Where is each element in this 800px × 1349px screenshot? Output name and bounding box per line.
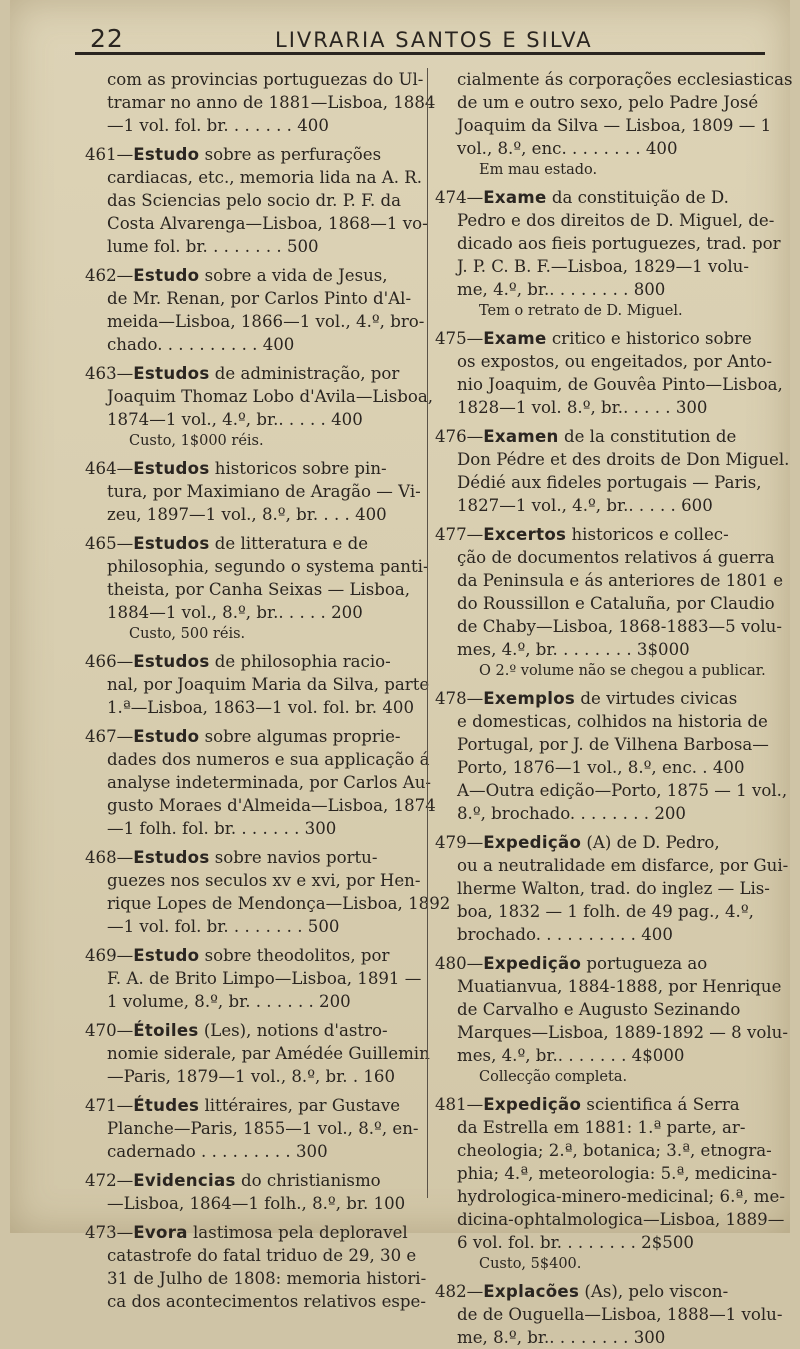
entry-text: brochado. . . . . . . . . . 400	[457, 925, 673, 944]
entry-line	[435, 831, 775, 854]
catalog-entry	[435, 952, 788, 1087]
entry-headword: Exame	[483, 329, 547, 348]
catalog-entry	[85, 846, 451, 938]
entry-line	[435, 1280, 775, 1303]
entry-text: scientifica á Serra	[581, 1095, 740, 1114]
catalog-entry	[435, 68, 793, 180]
entry-number: 481—	[435, 1095, 484, 1114]
entry-line	[435, 952, 775, 975]
entry-line	[435, 756, 775, 779]
entry-text: ca dos acontecimentos relativos espe-	[107, 1292, 426, 1311]
entry-line	[435, 854, 789, 877]
entry-text: zeu, 1897—1 vol., 8.º, br. . . . 400	[107, 505, 387, 524]
entry-text: Porto, 1876—1 vol., 8.º, enc. . 400	[457, 758, 745, 777]
entry-text: phia; 4.ª, meteorologia: 5.ª, medicina-	[457, 1164, 778, 1183]
entry-headword: Estudo	[133, 266, 200, 285]
entry-text: historicos sobre pin-	[209, 459, 387, 478]
entry-number: 466—	[85, 652, 134, 671]
entry-text: boa, 1832 — 1 folh. de 49 pag., 4.º,	[457, 902, 754, 921]
catalog-entry	[85, 1221, 425, 1313]
catalog-entry	[85, 143, 428, 258]
entry-text: me, 8.º, br.. . . . . . . . 300	[457, 1328, 666, 1347]
entry-text: de Mr. Renan, por Carlos Pinto d'Al-	[107, 289, 412, 308]
entry-number: 470—	[85, 1021, 134, 1040]
catalog-entry	[435, 523, 784, 681]
entry-line	[85, 385, 434, 408]
entry-line	[85, 725, 425, 748]
entry-text: guezes nos seculos xv e xvi, por Hen-	[107, 871, 421, 890]
entry-line	[435, 1208, 785, 1231]
entry-note: Custo, 500 réis.	[129, 626, 246, 642]
entry-line	[435, 1116, 775, 1139]
entry-number: 463—	[85, 364, 134, 383]
entry-line	[85, 1169, 425, 1192]
entry-headword: Estudo	[133, 145, 200, 164]
entry-line	[435, 687, 775, 710]
entry-number: 475—	[435, 329, 484, 348]
entry-text: e domesticas, colhidos na historia de	[457, 712, 768, 731]
entry-line	[85, 1244, 425, 1267]
entry-headword: Estudos	[133, 652, 210, 671]
entry-line	[85, 869, 425, 892]
entry-text: (A) de D. Pedro,	[581, 833, 720, 852]
catalog-entry	[85, 264, 425, 356]
entry-number: 477—	[435, 525, 484, 544]
entry-line	[85, 91, 436, 114]
entry-number: 468—	[85, 848, 134, 867]
entry-text: sobre as perfurações	[199, 145, 382, 164]
entry-line	[435, 998, 775, 1021]
entry-text: —1 vol. fol. br. . . . . . . . 500	[107, 917, 340, 936]
entry-text: hydrologica-minero-medicinal; 6.ª, me-	[457, 1187, 785, 1206]
entry-text: —1 vol. fol. br. . . . . . . 400	[107, 116, 329, 135]
entry-number: 478—	[435, 689, 484, 708]
catalog-entry	[85, 1169, 425, 1215]
entry-note: Custo, 5$400.	[479, 1256, 582, 1272]
entry-line	[85, 650, 425, 673]
entry-line	[85, 235, 425, 258]
entry-line	[435, 448, 790, 471]
entry-line	[85, 696, 425, 719]
entry-line	[85, 1042, 430, 1065]
entry-headword: Expedição	[483, 954, 582, 973]
entry-text: das Sciencias pelo socio dr. P. F. da	[107, 191, 402, 210]
entry-line	[435, 1326, 775, 1349]
catalog-entry	[435, 831, 789, 946]
entry-line	[85, 114, 425, 137]
catalog-entry	[435, 687, 788, 825]
entry-line	[85, 1267, 425, 1290]
entry-number: 462—	[85, 266, 134, 285]
catalog-entry	[435, 425, 790, 517]
entry-line	[85, 555, 429, 578]
entry-line	[85, 601, 425, 624]
entry-text: de philosophia racio-	[209, 652, 391, 671]
entry-line	[435, 638, 775, 661]
entry-text: gusto Moraes d'Almeida—Lisboa, 1874	[107, 796, 436, 815]
catalog-entry	[85, 532, 429, 644]
entry-text: J. P. C. B. F.—Lisboa, 1829—1 volu-	[457, 257, 749, 276]
entry-text: 1 volume, 8.º, br. . . . . . . 200	[107, 992, 351, 1011]
entry-text: de administração, por	[209, 364, 400, 383]
entry-line	[85, 944, 425, 967]
header-rule	[75, 52, 765, 55]
entry-line	[85, 771, 432, 794]
entry-headword: Estudo	[133, 946, 200, 965]
entry-headword: Estudos	[133, 848, 210, 867]
entry-line	[435, 209, 775, 232]
entry-line	[435, 710, 775, 733]
entry-text: ção de documentos relativos á guerra	[457, 548, 775, 567]
entry-line	[435, 523, 775, 546]
entry-text: sobre theodolitos, por	[199, 946, 390, 965]
entry-line	[435, 1303, 783, 1326]
entry-line	[85, 287, 425, 310]
entry-number: 469—	[85, 946, 134, 965]
entry-text: me, 4.º, br.. . . . . . . . 800	[457, 280, 666, 299]
entry-text: mes, 4.º, br. . . . . . . . 3$000	[457, 640, 690, 659]
entry-line	[85, 68, 425, 91]
entry-text: chado. . . . . . . . . . 400	[107, 335, 295, 354]
entry-text: (Les), notions d'astro-	[198, 1021, 388, 1040]
entry-line	[85, 212, 428, 235]
entry-text: de litteratura e de	[209, 534, 369, 553]
entry-line	[435, 327, 775, 350]
entry-line	[435, 471, 775, 494]
entry-text: 6 vol. fol. br. . . . . . . . 2$500	[457, 1233, 694, 1252]
entry-headword: Expedição	[483, 1095, 582, 1114]
entry-line	[85, 166, 425, 189]
entry-headword: Estudos	[133, 459, 210, 478]
entry-line	[85, 480, 425, 503]
catalog-entry	[435, 186, 781, 321]
entry-text: Costa Alvarenga—Lisboa, 1868—1 vo-	[107, 214, 428, 233]
entry-line	[435, 546, 775, 569]
entry-line	[435, 1185, 785, 1208]
entry-line	[85, 189, 425, 212]
entry-text: Dédié aux fideles portugais — Paris,	[457, 473, 762, 492]
entry-headword: Expedição	[483, 833, 582, 852]
entry-line	[435, 975, 782, 998]
entry-line	[435, 396, 775, 419]
entry-text: nio Joaquim, de Gouvêa Pinto—Lisboa,	[457, 375, 783, 394]
entry-line	[435, 615, 782, 638]
catalog-entry	[85, 725, 436, 840]
entry-text: do christianismo	[235, 1171, 381, 1190]
entry-number: 471—	[85, 1096, 134, 1115]
entry-number: 476—	[435, 427, 484, 446]
entry-text: de um e outro sexo, pelo Padre José	[457, 93, 759, 112]
entry-note: Collecção completa.	[479, 1069, 628, 1085]
entry-headword: Exame	[483, 188, 547, 207]
entry-line	[435, 900, 775, 923]
entry-text: lume fol. br. . . . . . . . 500	[107, 237, 319, 256]
entry-text: Joaquim da Silva — Lisboa, 1809 — 1	[457, 116, 772, 135]
entry-text: mes, 4.º, br.. . . . . . . 4$000	[457, 1046, 685, 1065]
catalog-entry	[85, 1094, 425, 1163]
entry-text: —Lisboa, 1864—1 folh., 8.º, br. 100	[107, 1194, 406, 1213]
catalog-entry	[85, 362, 434, 451]
column-divider	[427, 68, 428, 1198]
entry-text: Don Pédre et des droits de Don Miguel.	[457, 450, 790, 469]
entry-text: ou a neutralidade em disfarce, por Gui-	[457, 856, 789, 875]
entry-line	[85, 1221, 425, 1244]
entry-text: rique Lopes de Mendonça—Lisboa, 1892	[107, 894, 451, 913]
entry-line	[435, 1231, 775, 1254]
entry-text: de virtudes civicas	[575, 689, 738, 708]
entry-text: com as provincias portuguezas do Ul-	[107, 70, 424, 89]
entry-line	[85, 1117, 425, 1140]
entry-text: 1884—1 vol., 8.º, br.. . . . . 200	[107, 603, 363, 622]
entry-line	[85, 362, 425, 385]
entry-line	[85, 532, 425, 555]
entry-text: Joaquim Thomaz Lobo d'Avila—Lisboa,	[107, 387, 434, 406]
entry-line	[435, 733, 775, 756]
entry-text: nomie siderale, par Amédée Guillemin	[107, 1044, 430, 1063]
entry-text: 1828—1 vol. 8.º, br.. . . . . 300	[457, 398, 708, 417]
entry-line	[435, 494, 775, 517]
entry-line	[435, 278, 775, 301]
entry-text: Marques—Lisboa, 1889-1892 — 8 volu-	[457, 1023, 788, 1042]
entry-text: cadernado . . . . . . . . . 300	[107, 1142, 328, 1161]
entry-headword: Exemplos	[483, 689, 576, 708]
entry-text: da Estrella em 1881: 1.ª parte, ar-	[457, 1118, 746, 1137]
entry-text: de Chaby—Lisboa, 1868-1883—5 volu-	[457, 617, 782, 636]
entry-text: —1 folh. fol. br. . . . . . . 300	[107, 819, 337, 838]
entry-line	[435, 569, 784, 592]
entry-line	[435, 923, 775, 946]
catalog-column-right	[435, 68, 793, 1347]
entry-line	[435, 779, 788, 802]
entry-line	[85, 1065, 425, 1088]
entry-line	[85, 333, 425, 356]
entry-text: 1.ª—Lisboa, 1863—1 vol. fol. br. 400	[107, 698, 415, 717]
entry-text: Planche—Paris, 1855—1 vol., 8.º, en-	[107, 1119, 419, 1138]
catalog-entry	[435, 1093, 785, 1274]
entry-text: (As), pelo viscon-	[579, 1282, 729, 1301]
entry-number: 472—	[85, 1171, 134, 1190]
entry-line	[85, 1019, 425, 1042]
running-head: LIVRARIA SANTOS E SILVA	[275, 28, 593, 52]
entry-line	[85, 143, 425, 166]
catalog-entry	[85, 457, 425, 526]
entry-text: —Paris, 1879—1 vol., 8.º, br. . 160	[107, 1067, 396, 1086]
entry-headword: Estudos	[133, 364, 210, 383]
entry-text: vol., 8.º, enc. . . . . . . . 400	[457, 139, 678, 158]
entry-text: littéraires, par Gustave	[199, 1096, 401, 1115]
entry-line	[85, 892, 451, 915]
entry-line	[435, 1093, 775, 1116]
entry-line	[435, 802, 775, 825]
entry-line	[85, 1192, 425, 1215]
entry-line	[85, 310, 425, 333]
entry-headword: Estudo	[133, 727, 200, 746]
entry-headword: Excertos	[483, 525, 567, 544]
entry-text: sobre algumas proprie-	[199, 727, 401, 746]
entry-line	[435, 1044, 775, 1067]
entry-text: portugueza ao	[581, 954, 708, 973]
entry-text: F. A. de Brito Limpo—Lisboa, 1891 —	[107, 969, 422, 988]
entry-text: dades dos numeros e sua applicação á	[107, 750, 430, 769]
catalog-column-left	[85, 68, 451, 1311]
entry-line	[85, 264, 425, 287]
entry-text: cardiacas, etc., memoria lida na A. R.	[107, 168, 423, 187]
entry-line	[85, 503, 425, 526]
entry-number: 461—	[85, 145, 134, 164]
entry-number: 465—	[85, 534, 134, 553]
entry-line	[85, 1290, 425, 1313]
entry-text: theista, por Canha Seixas — Lisboa,	[107, 580, 411, 599]
entry-text: nal, por Joaquim Maria da Silva, parte	[107, 675, 430, 694]
entry-line	[435, 1021, 788, 1044]
entry-text: da Peninsula e ás anteriores de 1801 e	[457, 571, 784, 590]
catalog-entry	[85, 650, 430, 719]
entry-line	[435, 114, 775, 137]
entry-line	[435, 1139, 775, 1162]
entry-text: sobre navios portu-	[209, 848, 378, 867]
entry-text: os expostos, ou engeitados, por Anto-	[457, 352, 773, 371]
entry-line	[85, 967, 425, 990]
entry-line	[435, 1162, 778, 1185]
entry-text: 31 de Julho de 1808: memoria histori-	[107, 1269, 427, 1288]
page-number: 22	[90, 24, 124, 53]
entry-text: de Carvalho e Augusto Sezinando	[457, 1000, 741, 1019]
entry-line	[435, 91, 775, 114]
entry-line	[435, 877, 775, 900]
entry-note: O 2.º volume não se chegou a publicar.	[479, 663, 766, 679]
entry-number: 473—	[85, 1223, 134, 1242]
entry-line	[435, 186, 775, 209]
entry-line	[85, 578, 425, 601]
entry-text: cheologia; 2.ª, botanica; 3.ª, etnogra-	[457, 1141, 772, 1160]
entry-line	[85, 990, 425, 1013]
entry-line	[85, 673, 430, 696]
entry-text: dicina-ophtalmologica—Lisboa, 1889—	[457, 1210, 785, 1229]
entry-note: Tem o retrato de D. Miguel.	[479, 303, 683, 319]
entry-text: catastrofe do fatal triduo de 29, 30 e	[107, 1246, 417, 1265]
entry-text: philosophia, segundo o systema panti-	[107, 557, 429, 576]
book-page	[10, 0, 793, 1347]
entry-number: 479—	[435, 833, 484, 852]
catalog-entry	[85, 1019, 430, 1088]
entry-number: 474—	[435, 188, 484, 207]
entry-text: de la constitution de	[558, 427, 737, 446]
entry-line	[435, 425, 775, 448]
entry-text: cialmente ás corporações ecclesiasticas	[457, 70, 793, 89]
entry-line	[85, 408, 425, 431]
entry-headword: Explacões	[483, 1282, 580, 1301]
entry-note: Custo, 1$000 réis.	[129, 433, 264, 449]
entry-text: A—Outra edição—Porto, 1875 — 1 vol.,	[457, 781, 788, 800]
entry-text: 8.º, brochado. . . . . . . . 200	[457, 804, 686, 823]
entry-line	[85, 457, 425, 480]
entry-number: 480—	[435, 954, 484, 973]
entry-headword: Estudos	[133, 534, 210, 553]
entry-line	[85, 794, 436, 817]
entry-headword: Evidencias	[133, 1171, 236, 1190]
catalog-entry	[85, 944, 425, 1013]
entry-text: 1874—1 vol., 4.º, br.. . . . . 400	[107, 410, 363, 429]
entry-line	[435, 68, 793, 91]
entry-text: historicos e collec-	[566, 525, 729, 544]
entry-number: 464—	[85, 459, 134, 478]
catalog-entry	[435, 1280, 783, 1349]
entry-line	[435, 137, 775, 160]
entry-text: lastimosa pela deploravel	[187, 1223, 408, 1242]
entry-text: 1827—1 vol., 4.º, br.. . . . . 600	[457, 496, 713, 515]
entry-line	[85, 748, 430, 771]
entry-text: meida—Lisboa, 1866—1 vol., 4.º, bro-	[107, 312, 425, 331]
entry-text: tramar no anno de 1881—Lisboa, 1884	[107, 93, 436, 112]
entry-line	[85, 915, 425, 938]
entry-text: de de Ouguella—Lisboa, 1888—1 volu-	[457, 1305, 783, 1324]
entry-text: sobre a vida de Jesus,	[199, 266, 388, 285]
entry-headword: Evora	[133, 1223, 188, 1242]
entry-text: da constituição de D.	[546, 188, 729, 207]
entry-line	[435, 350, 775, 373]
entry-text: Muatianvua, 1884-1888, por Henrique	[457, 977, 782, 996]
entry-number: 467—	[85, 727, 134, 746]
entry-headword: Examen	[483, 427, 559, 446]
entry-text: dicado aos fieis portuguezes, trad. por	[457, 234, 781, 253]
catalog-entry	[85, 68, 436, 137]
entry-note: Em mau estado.	[479, 162, 598, 178]
entry-line	[435, 255, 775, 278]
entry-line	[85, 817, 425, 840]
catalog-entry	[435, 327, 783, 419]
entry-text: analyse indeterminada, por Carlos Au-	[107, 773, 432, 792]
entry-line	[435, 592, 775, 615]
entry-text: critico e historico sobre	[546, 329, 752, 348]
entry-text: tura, por Maximiano de Aragão — Vi-	[107, 482, 421, 501]
entry-number: 482—	[435, 1282, 484, 1301]
entry-line	[435, 232, 781, 255]
entry-text: do Roussillon e Cataluña, por Claudio	[457, 594, 775, 613]
entry-line	[435, 373, 783, 396]
entry-text: Pedro e dos direitos de D. Miguel, de-	[457, 211, 775, 230]
entry-line	[85, 1094, 425, 1117]
entry-headword: Étoiles	[133, 1021, 199, 1040]
entry-text: Portugal, por J. de Vilhena Barbosa—	[457, 735, 769, 754]
entry-headword: Études	[133, 1096, 200, 1115]
entry-text: lherme Walton, trad. do inglez — Lis-	[457, 879, 770, 898]
entry-line	[85, 1140, 425, 1163]
entry-line	[85, 846, 425, 869]
